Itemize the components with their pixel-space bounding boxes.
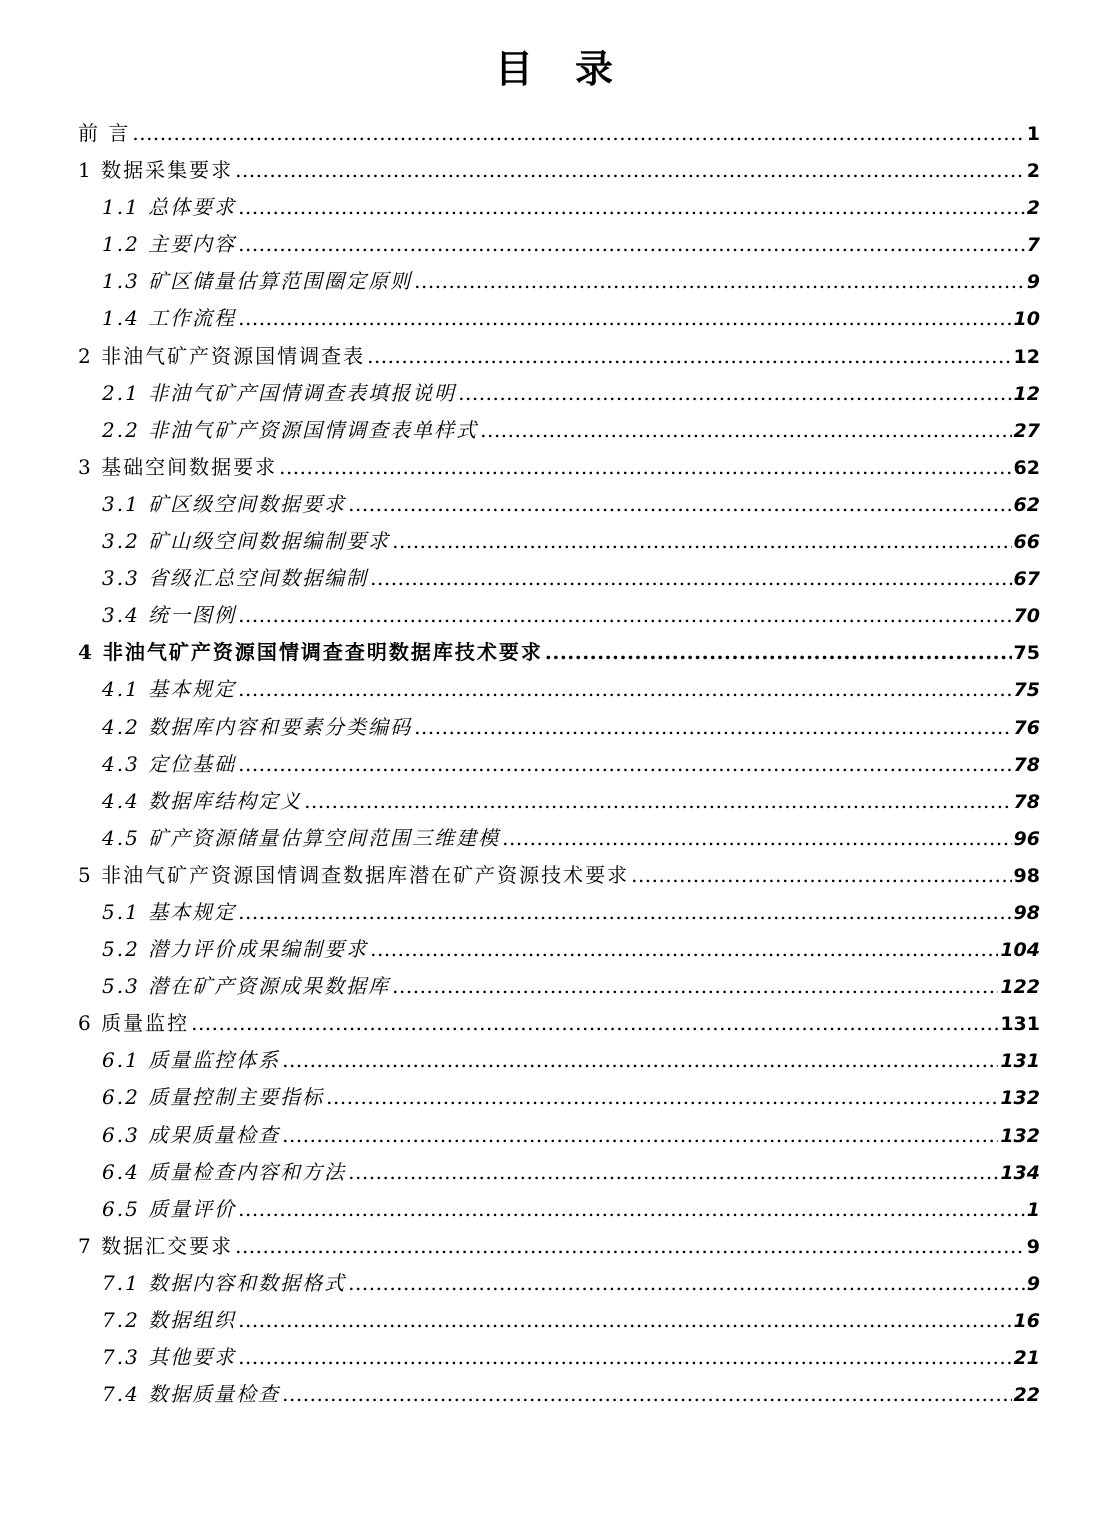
toc-entry-page-number: 75: [1013, 679, 1040, 702]
toc-entry-label: 2.1 非油气矿产国情调查表填报说明: [102, 380, 457, 405]
toc-dot-leader: [392, 968, 998, 1005]
toc-entry[interactable]: [78, 746, 1040, 783]
toc-entry-label: 6 质量监控: [78, 1011, 190, 1036]
toc-entry-page-number: 27: [1013, 419, 1040, 442]
toc-entry[interactable]: [78, 1339, 1040, 1376]
page-title: 目 录: [494, 47, 615, 91]
toc-entry-page-number: 2: [1026, 160, 1040, 183]
toc-entry[interactable]: [78, 894, 1040, 931]
toc-entry[interactable]: [78, 1154, 1040, 1191]
toc-entry-label: 2.2 非油气矿产资源国情调查表单样式: [102, 417, 479, 442]
toc-entry-label: 1 数据采集要求: [78, 158, 234, 183]
toc-entry[interactable]: [78, 486, 1040, 523]
toc-entry[interactable]: [78, 412, 1040, 449]
toc-dot-leader: [348, 486, 1011, 523]
toc-entry[interactable]: [78, 1191, 1040, 1228]
toc-dot-leader: [238, 894, 1011, 931]
toc-entry-page-number: 131: [1000, 1050, 1040, 1073]
toc-dot-leader: [282, 1117, 998, 1154]
toc-dot-leader: [238, 1339, 1011, 1376]
toc-entry-page-number: 76: [1013, 716, 1040, 739]
toc-dot-leader: [235, 1228, 1025, 1265]
toc-dot-leader: [304, 783, 1011, 820]
toc-entry-page-number: 2: [1026, 197, 1040, 220]
toc-entry-label: 4.2 数据库内容和要素分类编码: [102, 714, 413, 739]
toc-entry-page-number: 122: [1000, 976, 1040, 999]
toc-entry-label: 3.2 矿山级空间数据编制要求: [102, 529, 391, 554]
toc-dot-leader: [480, 412, 1011, 449]
toc-entry[interactable]: [78, 634, 1040, 671]
toc-entry-page-number: 62: [1013, 493, 1040, 516]
toc-entry-label: 7 数据汇交要求: [78, 1233, 234, 1258]
toc-dot-leader: [238, 1191, 1025, 1228]
toc-entry-page-number: 21: [1013, 1347, 1040, 1370]
toc-entry-page-number: 62: [1013, 456, 1040, 479]
toc-entry-label: 4 非油气矿产资源国情调查查明数据库技术要求: [78, 640, 543, 665]
toc-entry[interactable]: [78, 1265, 1040, 1302]
toc-entry-label: 1.1 总体要求: [102, 195, 237, 220]
toc-entry-label: 5 非油气矿产资源国情调查数据库潜在矿产资源技术要求: [78, 862, 630, 887]
toc-entry-label: 1.3 矿区储量估算范围圈定原则: [102, 269, 413, 294]
toc-entry-label: 4.4 数据库结构定义: [102, 788, 303, 813]
toc-entry-label: 6.4 质量检查内容和方法: [102, 1159, 347, 1184]
toc-entry-page-number: 132: [1000, 1087, 1040, 1110]
toc-entry-page-number: 78: [1013, 753, 1040, 776]
toc-dot-leader: [235, 152, 1025, 189]
toc-entry-label: 3.1 矿区级空间数据要求: [102, 491, 347, 516]
toc-dot-leader: [238, 746, 1011, 783]
toc-dot-leader: [392, 523, 1011, 560]
toc-entry[interactable]: [78, 1302, 1040, 1339]
toc-entry-label: 2 非油气矿产资源国情调查表: [78, 343, 366, 368]
toc-entry-label: 7.2 数据组织: [102, 1308, 237, 1332]
toc-entry-page-number: 7: [1026, 234, 1040, 257]
toc-entry-label: 6.2 质量控制主要指标: [102, 1085, 325, 1110]
toc-entry-label: 4.3 定位基础: [102, 751, 237, 776]
toc-entry[interactable]: [78, 300, 1040, 337]
toc-entry-page-number: 10: [1013, 308, 1040, 331]
toc-entry[interactable]: [78, 1005, 1040, 1042]
toc-entry-page-number: 67: [1013, 568, 1040, 591]
toc-entry-page-number: 12: [1013, 345, 1040, 368]
toc-dot-leader: [279, 449, 1011, 486]
toc-entry-page-number: 104: [1000, 939, 1040, 962]
toc-entry[interactable]: [78, 671, 1040, 708]
toc-dot-leader: [282, 1042, 998, 1079]
toc-entry[interactable]: [78, 820, 1040, 857]
toc-entry[interactable]: [78, 152, 1040, 189]
toc-entry[interactable]: [78, 523, 1040, 560]
toc-entry[interactable]: [78, 597, 1040, 634]
toc-dot-leader: [370, 931, 998, 968]
toc-dot-leader: [414, 709, 1011, 746]
toc-entry-page-number: 132: [1000, 1124, 1040, 1147]
toc-entry[interactable]: [78, 263, 1040, 300]
toc-entry-label: 4.1 基本规定: [102, 677, 237, 702]
toc-entry[interactable]: [78, 115, 1040, 152]
toc-entry-page-number: 78: [1013, 790, 1040, 813]
toc-entry-label: 3.3 省级汇总空间数据编制: [102, 566, 369, 591]
toc-entry-label: 5.2 潜力评价成果编制要求: [102, 937, 369, 962]
toc-entry-page-number: 16: [1013, 1310, 1040, 1332]
toc-entry-page-number: 1: [1026, 123, 1040, 145]
toc-entry-label: 7.4 数据质量检查: [102, 1382, 281, 1407]
toc-dot-leader: [502, 820, 1011, 857]
toc-dot-leader: [238, 1302, 1011, 1339]
toc-dot-leader: [191, 1005, 998, 1042]
toc-entry-page-number: 98: [1013, 864, 1040, 887]
toc-entry-page-number: 75: [1013, 642, 1040, 665]
toc-entry[interactable]: [78, 783, 1040, 820]
toc-entry[interactable]: [78, 857, 1040, 894]
toc-dot-leader: [238, 671, 1011, 708]
toc-dot-leader: [367, 338, 1011, 375]
toc-entry-page-number: 70: [1013, 605, 1040, 628]
toc-entry-label: 1.4 工作流程: [102, 306, 237, 331]
toc-entry-label: 3 基础空间数据要求: [78, 454, 278, 479]
toc-entry-page-number: 98: [1013, 901, 1040, 924]
toc-dot-leader: [282, 1376, 1011, 1413]
toc-entry-label: 7.1 数据内容和数据格式: [102, 1270, 347, 1295]
toc-entry[interactable]: [78, 449, 1040, 486]
toc-entry[interactable]: [78, 709, 1040, 746]
toc-entry-label: 7.3 其他要求: [102, 1345, 237, 1370]
toc-dot-leader: [348, 1265, 1025, 1302]
toc-entry[interactable]: [78, 968, 1040, 1005]
toc-entry[interactable]: [78, 931, 1040, 968]
toc-entry-label: 前 言: [78, 121, 131, 145]
toc-dot-leader: [348, 1154, 998, 1191]
toc-dot-leader: [458, 375, 1011, 412]
toc-entry[interactable]: [78, 1042, 1040, 1079]
toc-entry-label: 6.1 质量监控体系: [102, 1048, 281, 1073]
toc-entry[interactable]: [78, 375, 1040, 412]
toc-dot-leader: [238, 189, 1025, 226]
toc-dot-leader: [238, 597, 1011, 634]
toc-entry-page-number: 66: [1013, 531, 1040, 554]
toc-entry-label: 5.1 基本规定: [102, 899, 237, 924]
toc-entry[interactable]: [78, 338, 1040, 375]
toc-entry-page-number: 9: [1026, 271, 1040, 294]
toc-dot-leader: [238, 226, 1025, 263]
toc-entry-label: 5.3 潜在矿产资源成果数据库: [102, 974, 391, 999]
toc-entry-page-number: 12: [1013, 382, 1040, 405]
toc-entry-page-number: 9: [1026, 1272, 1040, 1295]
toc-dot-leader: [132, 115, 1024, 152]
toc-entry-page-number: 9: [1026, 1235, 1040, 1258]
toc-dot-leader: [545, 634, 1012, 671]
toc-entry[interactable]: [78, 1079, 1040, 1116]
toc-entry-label: 6.3 成果质量检查: [102, 1122, 281, 1147]
toc-entry-page-number: 1: [1026, 1198, 1040, 1221]
toc-entry-page-number: 134: [1000, 1161, 1040, 1184]
toc-dot-leader: [631, 857, 1011, 894]
toc-entry[interactable]: [78, 1117, 1040, 1154]
toc-dot-leader: [370, 560, 1011, 597]
table-of-contents: [78, 115, 1040, 1413]
toc-entry-label: 1.2 主要内容: [102, 232, 237, 257]
toc-entry-label: 3.4 统一图例: [102, 603, 237, 628]
toc-entry[interactable]: [78, 1228, 1040, 1265]
toc-entry-label: 6.5 质量评价: [102, 1196, 237, 1221]
toc-entry-page-number: 22: [1013, 1384, 1040, 1407]
toc-dot-leader: [326, 1079, 998, 1116]
toc-dot-leader: [238, 300, 1011, 337]
toc-entry-page-number: 131: [1000, 1013, 1040, 1036]
toc-entry[interactable]: [78, 226, 1040, 263]
toc-dot-leader: [414, 263, 1025, 300]
toc-entry[interactable]: [78, 1376, 1040, 1413]
toc-entry-label: 4.5 矿产资源储量估算空间范围三维建模: [102, 825, 501, 850]
toc-entry[interactable]: [78, 189, 1040, 226]
toc-entry[interactable]: [78, 560, 1040, 597]
toc-entry-page-number: 96: [1013, 827, 1040, 850]
